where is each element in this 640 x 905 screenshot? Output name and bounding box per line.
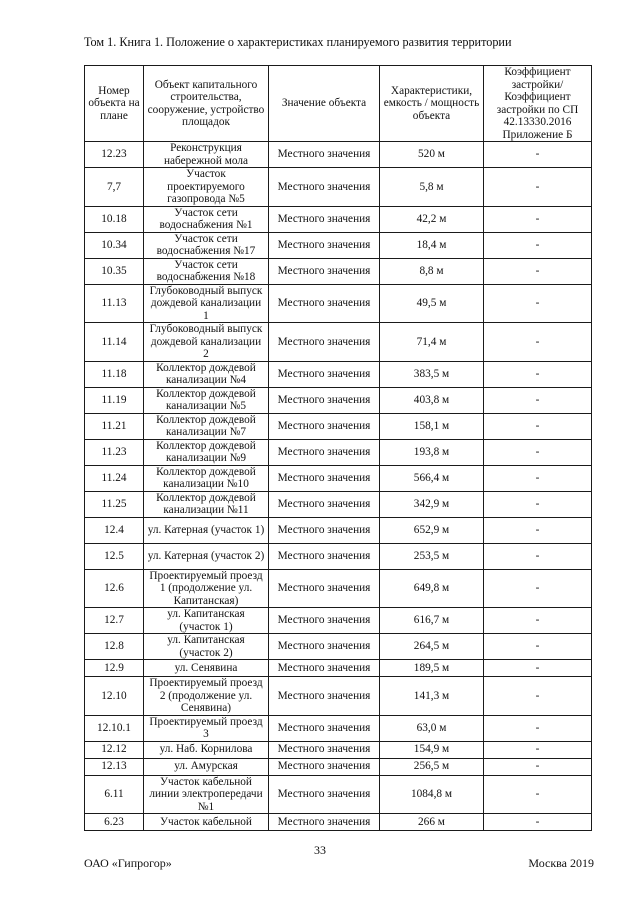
cell-object-number: 12.4	[85, 517, 144, 543]
table-row	[85, 258, 592, 284]
cell-capacity: 1084,8 м	[380, 775, 484, 814]
cell-capacity: 342,9 м	[380, 491, 484, 517]
cell-significance: Местного значения	[269, 413, 380, 439]
cell-capacity: 520 м	[380, 142, 484, 168]
table-header-row	[85, 66, 592, 142]
table-row	[85, 387, 592, 413]
cell-significance: Местного значения	[269, 258, 380, 284]
cell-coefficient: -	[484, 413, 592, 439]
table-row	[85, 232, 592, 258]
cell-object-number: 6.23	[85, 814, 144, 831]
cell-capacity: 49,5 м	[380, 284, 484, 323]
cell-significance: Местного значения	[269, 775, 380, 814]
cell-coefficient: -	[484, 284, 592, 323]
table-row	[85, 608, 592, 634]
cell-coefficient: -	[484, 715, 592, 741]
cell-object-name: ул. Катерная (участок 2)	[144, 543, 269, 569]
cell-capacity: 154,9 м	[380, 741, 484, 758]
table-row	[85, 741, 592, 758]
cell-coefficient: -	[484, 775, 592, 814]
cell-object-name: Коллектор дождевой канализации №7	[144, 413, 269, 439]
cell-significance: Местного значения	[269, 387, 380, 413]
table-row	[85, 491, 592, 517]
table-row	[85, 543, 592, 569]
cell-object-name: Проектируемый проезд 1 (продолжение ул. Капитанская)	[144, 569, 269, 608]
cell-coefficient: -	[484, 168, 592, 207]
cell-object-name: Участок сети водоснабжения №18	[144, 258, 269, 284]
cell-object-number: 10.18	[85, 206, 144, 232]
cell-object-name: ул. Капитанская (участок 1)	[144, 608, 269, 634]
cell-significance: Местного значения	[269, 232, 380, 258]
cell-object-name: Участок проектируемого газопровода №5	[144, 168, 269, 207]
cell-significance: Местного значения	[269, 323, 380, 362]
cell-coefficient: -	[484, 608, 592, 634]
cell-significance: Местного значения	[269, 543, 380, 569]
cell-significance: Местного значения	[269, 168, 380, 207]
column-header-capacity: Характеристики, емкость / мощность объекта	[380, 66, 484, 142]
column-header-number: Номер объекта на плане	[85, 66, 144, 142]
table-row	[85, 517, 592, 543]
cell-object-name: ул. Капитанская (участок 2)	[144, 634, 269, 660]
cell-significance: Местного значения	[269, 758, 380, 775]
cell-object-number: 12.23	[85, 142, 144, 168]
cell-significance: Местного значения	[269, 741, 380, 758]
cell-object-number: 12.13	[85, 758, 144, 775]
cell-coefficient: -	[484, 142, 592, 168]
cell-significance: Местного значения	[269, 517, 380, 543]
cell-significance: Местного значения	[269, 715, 380, 741]
cell-object-number: 6.11	[85, 775, 144, 814]
cell-capacity: 652,9 м	[380, 517, 484, 543]
cell-coefficient: -	[484, 677, 592, 716]
cell-capacity: 253,5 м	[380, 543, 484, 569]
cell-object-name: Коллектор дождевой канализации №9	[144, 439, 269, 465]
table-row	[85, 361, 592, 387]
cell-object-name: Участок кабельной линии электропередачи №1	[144, 775, 269, 814]
cell-object-name: ул. Катерная (участок 1)	[144, 517, 269, 543]
cell-coefficient: -	[484, 258, 592, 284]
table-row	[85, 634, 592, 660]
cell-capacity: 193,8 м	[380, 439, 484, 465]
table-row	[85, 715, 592, 741]
cell-coefficient: -	[484, 634, 592, 660]
cell-object-number: 11.13	[85, 284, 144, 323]
cell-object-name: Проектируемый проезд 3	[144, 715, 269, 741]
cell-object-number: 12.7	[85, 608, 144, 634]
table-row	[85, 569, 592, 608]
cell-object-number: 12.8	[85, 634, 144, 660]
table-body	[85, 142, 592, 831]
cell-object-name: Коллектор дождевой канализации №5	[144, 387, 269, 413]
table-row	[85, 142, 592, 168]
cell-significance: Местного значения	[269, 361, 380, 387]
cell-object-number: 11.18	[85, 361, 144, 387]
cell-object-name: Участок кабельной	[144, 814, 269, 831]
cell-object-number: 12.12	[85, 741, 144, 758]
cell-object-name: Реконструкция набережной мола	[144, 142, 269, 168]
cell-object-name: Участок сети водоснабжения №1	[144, 206, 269, 232]
cell-object-number: 12.6	[85, 569, 144, 608]
cell-object-number: 7,7	[85, 168, 144, 207]
cell-capacity: 5,8 м	[380, 168, 484, 207]
cell-significance: Местного значения	[269, 284, 380, 323]
cell-capacity: 189,5 м	[380, 660, 484, 677]
cell-capacity: 8,8 м	[380, 258, 484, 284]
table-row	[85, 465, 592, 491]
cell-significance: Местного значения	[269, 634, 380, 660]
cell-object-name: Глубоководный выпуск дождевой канализации 1	[144, 284, 269, 323]
cell-significance: Местного значения	[269, 814, 380, 831]
cell-significance: Местного значения	[269, 439, 380, 465]
cell-capacity: 649,8 м	[380, 569, 484, 608]
footer-city-year: Москва 2019	[528, 856, 594, 870]
cell-coefficient: -	[484, 323, 592, 362]
cell-capacity: 141,3 м	[380, 677, 484, 716]
cell-significance: Местного значения	[269, 660, 380, 677]
cell-coefficient: -	[484, 517, 592, 543]
cell-object-name: Проектируемый проезд 2 (продолжение ул. Сенявина)	[144, 677, 269, 716]
cell-coefficient: -	[484, 758, 592, 775]
cell-object-number: 12.10	[85, 677, 144, 716]
cell-significance: Местного значения	[269, 608, 380, 634]
cell-significance: Местного значения	[269, 677, 380, 716]
cell-capacity: 383,5 м	[380, 361, 484, 387]
cell-coefficient: -	[484, 206, 592, 232]
table-row	[85, 413, 592, 439]
cell-capacity: 616,7 м	[380, 608, 484, 634]
cell-coefficient: -	[484, 232, 592, 258]
table-row	[85, 660, 592, 677]
page-number: 33	[314, 843, 326, 857]
cell-coefficient: -	[484, 361, 592, 387]
cell-coefficient: -	[484, 660, 592, 677]
column-header-significance: Значение объекта	[269, 66, 380, 142]
cell-coefficient: -	[484, 491, 592, 517]
cell-significance: Местного значения	[269, 491, 380, 517]
table-row	[85, 323, 592, 362]
cell-capacity: 256,5 м	[380, 758, 484, 775]
cell-object-number: 10.35	[85, 258, 144, 284]
table-row	[85, 206, 592, 232]
cell-object-number: 12.5	[85, 543, 144, 569]
cell-object-number: 12.10.1	[85, 715, 144, 741]
cell-significance: Местного значения	[269, 206, 380, 232]
cell-coefficient: -	[484, 543, 592, 569]
cell-capacity: 63,0 м	[380, 715, 484, 741]
cell-coefficient: -	[484, 814, 592, 831]
cell-coefficient: -	[484, 465, 592, 491]
cell-object-number: 10.34	[85, 232, 144, 258]
cell-object-number: 11.24	[85, 465, 144, 491]
cell-capacity: 266 м	[380, 814, 484, 831]
table-row	[85, 775, 592, 814]
cell-significance: Местного значения	[269, 142, 380, 168]
cell-capacity: 158,1 м	[380, 413, 484, 439]
table-row	[85, 284, 592, 323]
cell-significance: Местного значения	[269, 465, 380, 491]
cell-object-name: Коллектор дождевой канализации №4	[144, 361, 269, 387]
cell-object-name: Участок сети водоснабжения №17	[144, 232, 269, 258]
cell-coefficient: -	[484, 439, 592, 465]
cell-capacity: 403,8 м	[380, 387, 484, 413]
cell-object-number: 11.21	[85, 413, 144, 439]
cell-object-name: ул. Наб. Корнилова	[144, 741, 269, 758]
cell-object-name: ул. Амурская	[144, 758, 269, 775]
cell-object-number: 11.19	[85, 387, 144, 413]
cell-capacity: 71,4 м	[380, 323, 484, 362]
cell-coefficient: -	[484, 387, 592, 413]
column-header-object: Объект капитального строительства, сооружение, устройство площадок	[144, 66, 269, 142]
cell-object-number: 11.25	[85, 491, 144, 517]
cell-object-number: 11.23	[85, 439, 144, 465]
cell-coefficient: -	[484, 569, 592, 608]
cell-capacity: 566,4 м	[380, 465, 484, 491]
cell-capacity: 264,5 м	[380, 634, 484, 660]
cell-object-number: 11.14	[85, 323, 144, 362]
cell-object-number: 12.9	[85, 660, 144, 677]
table-row	[85, 439, 592, 465]
table-row	[85, 758, 592, 775]
table-row	[85, 677, 592, 716]
cell-object-name: ул. Сенявина	[144, 660, 269, 677]
document-header: Том 1. Книга 1. Положение о характеристиках планируемого развития территории	[84, 35, 512, 49]
cell-object-name: Коллектор дождевой канализации №10	[144, 465, 269, 491]
footer-organization: ОАО «Гипрогор»	[84, 856, 172, 870]
table-row	[85, 814, 592, 831]
cell-significance: Местного значения	[269, 569, 380, 608]
column-header-coefficient: Коэффициент застройки/Коэффициент застройки по СП 42.13330.2016 Приложение Б	[484, 66, 592, 142]
cell-capacity: 18,4 м	[380, 232, 484, 258]
cell-coefficient: -	[484, 741, 592, 758]
table-row	[85, 168, 592, 207]
cell-object-name: Глубоководный выпуск дождевой канализации 2	[144, 323, 269, 362]
cell-object-name: Коллектор дождевой канализации №11	[144, 491, 269, 517]
objects-table	[84, 65, 592, 831]
cell-capacity: 42,2 м	[380, 206, 484, 232]
